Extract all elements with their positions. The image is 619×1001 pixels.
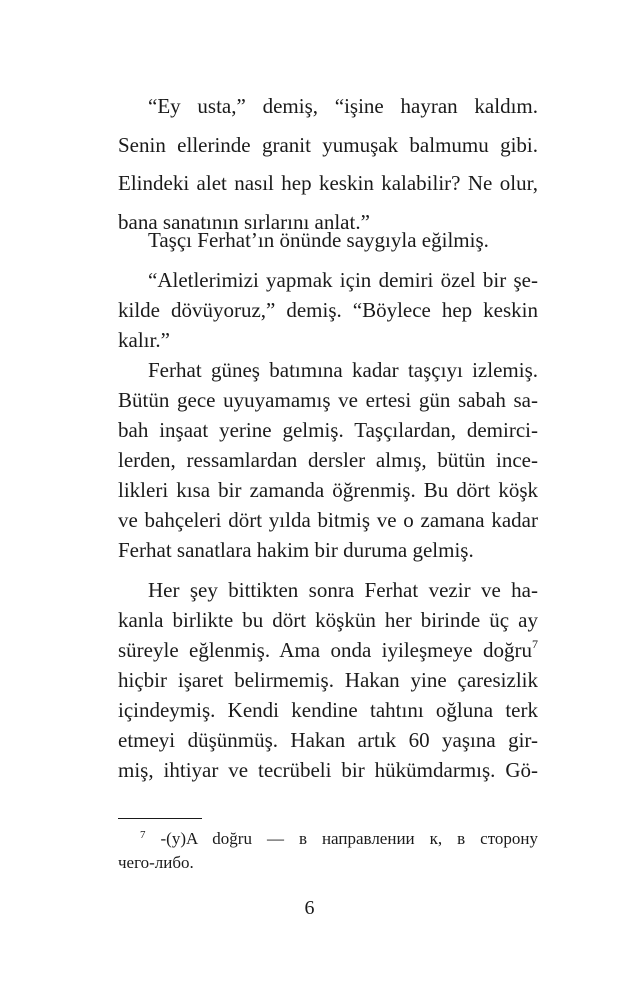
body-text-line: bana sanatının sırlarını anlat.”	[118, 210, 370, 234]
body-text-line: hiçbir işaret belirmemiş. Hakan yine çaresizlik	[118, 668, 538, 692]
body-text-line: Bütün gece uyuyamamış ve ertesi gün sabah sa-	[118, 388, 538, 412]
body-text-line: likleri kısa bir zamanda öğrenmiş. Bu dört köşk	[118, 478, 538, 502]
body-text-line: Taşçı Ferhat’ın önünde saygıyla eğilmiş.	[148, 228, 489, 252]
body-text-line: Her şey bittikten sonra Ferhat vezir ve ha-	[148, 578, 538, 602]
body-text-line: “Ey usta,” demiş, “işine hayran kaldım.	[148, 94, 538, 118]
footnote-text: -(y)A doğru — в направлении к, в сторону	[160, 829, 538, 848]
body-text-line: Ferhat sanatlara hakim bir duruma gelmiş.	[118, 538, 474, 562]
body-text-line-with-footnote	[118, 636, 538, 664]
footnote-line: чего-либо.	[118, 853, 194, 872]
body-text-line: lerden, ressamlardan dersler almış, bütün ince-	[118, 448, 538, 472]
body-text-line: bah inşaat yerine gelmiş. Taşçılardan, demirci-	[118, 418, 538, 442]
body-text-line: içindeymiş. Kendi kendine tahtını oğluna terk	[118, 698, 538, 722]
body-text-line: ve bahçeleri dört yılda bitmiş ve o zamana kadar	[118, 508, 538, 532]
footnote-reference: 7	[532, 637, 538, 651]
body-text-line: kilde dövüyoruz,” demiş. “Böylece hep keskin	[118, 298, 538, 322]
footnote-line	[140, 827, 538, 851]
body-text-line: kanla birlikte bu dört köşkün her birinde üç ay	[118, 608, 538, 632]
footnote-marker: 7	[140, 829, 146, 841]
page-number: 6	[304, 897, 315, 919]
body-text-line: Elindeki alet nasıl hep keskin kalabilir? Ne olur,	[118, 171, 538, 195]
body-text: süreyle eğlenmiş. Ama onda iyileşmeye doğru	[118, 638, 532, 662]
footnote-separator	[118, 818, 202, 819]
body-text-line: “Aletlerimizi yapmak için demiri özel bir şe-	[148, 268, 538, 292]
body-text-line: Senin ellerinde granit yumuşak balmumu gibi.	[118, 133, 538, 157]
body-text-line: etmeyi düşünmüş. Hakan artık 60 yaşına gir-	[118, 728, 538, 752]
body-text-line: Ferhat güneş batımına kadar taşçıyı izlemiş.	[148, 358, 538, 382]
body-text-line: miş, ihtiyar ve tecrübeli bir hükümdarmış. Gö-	[118, 758, 538, 782]
body-text-line: kalır.”	[118, 328, 170, 352]
